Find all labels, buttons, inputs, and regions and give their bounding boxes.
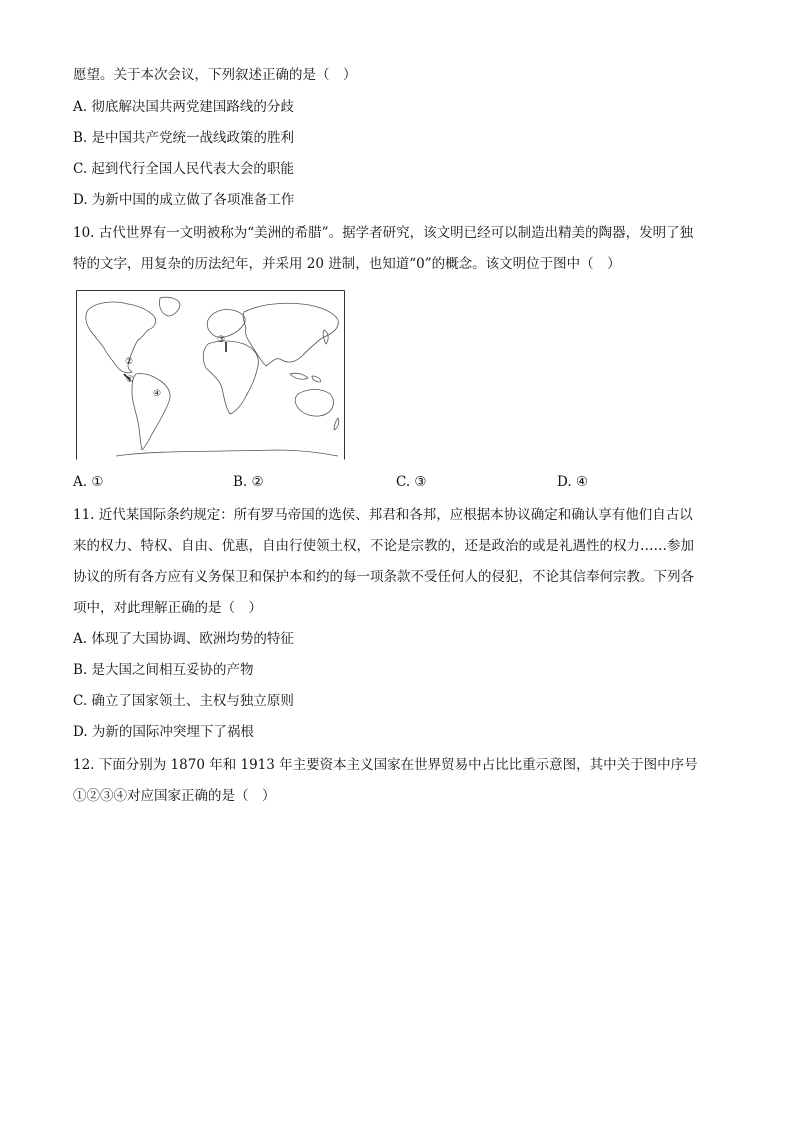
- map-marker-4: ④: [153, 389, 162, 399]
- q10-option-a: A. ①: [73, 474, 104, 490]
- q11-stem-line-1: 11. 近代某国际条约规定：所有罗马帝国的选侯、邦君和各邦，应根据本协议确定和确认享有他们自古以: [73, 507, 693, 523]
- q11-stem-line-4: 项中，对此理解正确的是（ ）: [73, 600, 262, 616]
- q11-stem-line-3: 协议的所有各方应有义务保卫和保护本和约的每一项条款不受任何人的侵犯，不论其信奉何宗教。下列各: [73, 569, 694, 585]
- antarctica-outline: [116, 450, 338, 456]
- world-map: [76, 290, 345, 460]
- q9-stem-end: 愿望。关于本次会议，下列叙述正确的是（ ）: [73, 67, 357, 83]
- q11-option-c: C. 确立了国家领土、主权与独立原则: [73, 693, 294, 709]
- south-america-outline: [132, 373, 170, 450]
- greenland-outline: [159, 297, 180, 316]
- australia-outline: [295, 390, 333, 417]
- map-marker-3: ③: [217, 335, 226, 345]
- q11-option-a: A. 体现了大国协调、欧洲均势的特征: [73, 631, 294, 647]
- q12-stem-line-2: ①②③④对应国家正确的是（ ）: [73, 788, 276, 804]
- world-map-drawing: [76, 290, 345, 460]
- new-zealand-outline: [334, 418, 339, 430]
- q10-option-c: C. ③: [396, 474, 427, 490]
- q11-option-b: B. 是大国之间相互妥协的产物: [73, 662, 254, 678]
- q9-option-a: A. 彻底解决国共两党建国路线的分歧: [73, 99, 294, 115]
- q9-option-b: B. 是中国共产党统一战线政策的胜利: [73, 130, 295, 146]
- q11-option-d: D. 为新的国际冲突埋下了祸根: [73, 724, 254, 740]
- q10-stem-line-1: 10. 古代世界有一文明被称为“美洲的希腊”。据学者研究，该文明已经可以制造出精美的陶器，发明了独: [73, 225, 694, 241]
- africa-outline: [203, 341, 258, 414]
- map-marker-2: ②: [125, 357, 134, 367]
- islands-outline: [290, 373, 321, 382]
- europe-outline: [207, 309, 245, 337]
- q9-option-d: D. 为新中国的成立做了各项准备工作: [73, 192, 295, 208]
- q12-stem-line-1: 12. 下面分别为 1870 年和 1913 年主要资本主义国家在世界贸易中占比比重示意图，其中关于图中序号: [73, 757, 698, 773]
- q10-option-d: D. ④: [557, 474, 589, 490]
- q11-stem-line-2: 来的权力、特权、自由、优惠，自由行使领土权，不论是宗教的，还是政治的或是礼遇性的权力……参加: [73, 538, 694, 554]
- q9-option-c: C. 起到代行全国人民代表大会的职能: [73, 161, 294, 177]
- north-america-outline: [86, 302, 156, 373]
- q10-stem-line-2: 特的文字，用复杂的历法纪年，并采用 20 进制，也知道“0”的概念。该文明位于图中（ ）: [73, 256, 621, 272]
- map-marker-1: ①: [126, 375, 135, 385]
- q10-option-b: B. ②: [233, 474, 264, 490]
